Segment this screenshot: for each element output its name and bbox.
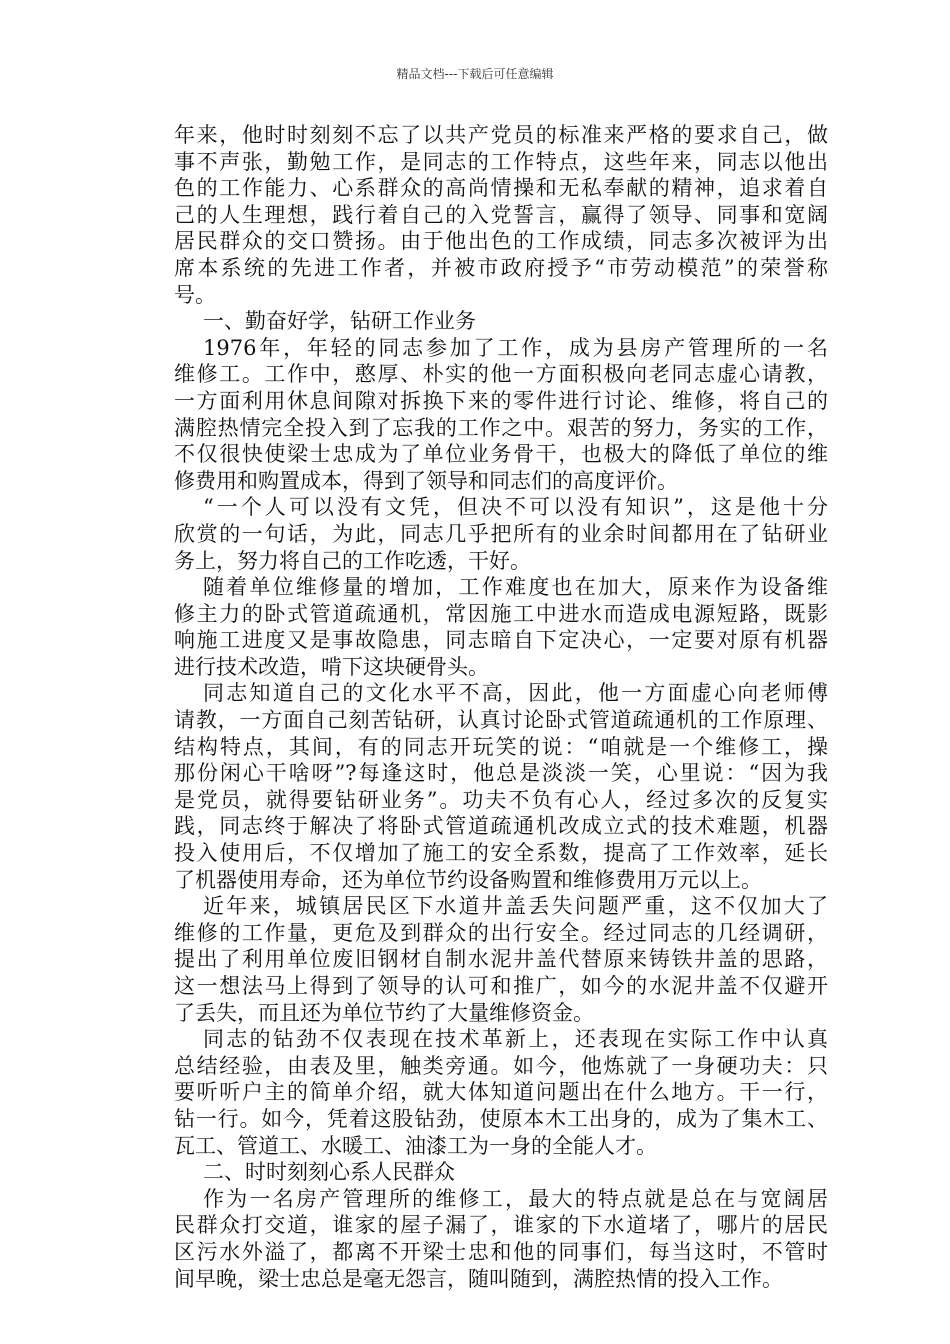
page-header: 精品文档---下载后可任意编辑 (396, 67, 554, 81)
text-line: 响施工进度又是事故隐患，同志暗自下定决心，一定要对原有机器 (174, 628, 828, 653)
text-line: 不仅很快使梁士忠成为了单位业务骨干，也极大的降低了单位的维 (174, 442, 828, 467)
text-line: 一方面利用休息间隙对拆换下来的零件进行讨论、维修，将自己的 (174, 388, 828, 413)
text-line: 间早晚，梁士忠总是毫无怨言，随叫随到，满腔热情的投入工作。 (174, 1266, 783, 1291)
text-line: 近年来，城镇居民区下水道井盖丢失问题严重，这不仅加大了 (203, 894, 828, 919)
text-line: 请教，一方面自己刻苦钻研，认真讨论卧式管道疏通机的工作原理、 (174, 708, 828, 733)
text-line: 满腔热情完全投入到了忘我的工作之中。艰苦的努力，务实的工作， (174, 415, 828, 440)
text-line: 钻一行。如今，凭着这股钻劲，使原本木工出身的，成为了集木工、 (174, 1106, 828, 1131)
text-line: 维修的工作量，更危及到群众的出行安全。经过同志的几经调研， (174, 920, 828, 945)
text-line: 了机器使用寿命，还为单位节约设备购置和维修费用万元以上。 (174, 867, 762, 892)
text-line: 进行技术改造，啃下这块硬骨头。 (174, 654, 489, 679)
document-body (174, 122, 828, 1292)
text-line: 这一想法马上得到了领导的认可和推广，如今的水泥井盖不仅避开 (174, 974, 828, 998)
text-line: 总结经验，由表及里，触类旁通。如今，他炼就了一身硬功夫：只 (174, 1053, 828, 1078)
text-line: 践，同志终于解决了将卧式管道疏通机改成立式的技术难题，机器 (174, 814, 828, 839)
text-line: 结构特点，其间，有的同志开玩笑的说：“咱就是一个维修工，操 (174, 734, 828, 759)
text-line: 民群众打交道，谁家的屋子漏了，谁家的下水道堵了，哪片的居民 (174, 1213, 828, 1238)
text-line: 投入使用后，不仅增加了施工的安全系数，提高了工作效率，延长 (174, 841, 828, 866)
text-line: 欣赏的一句话，为此，同志几乎把所有的业余时间都用在了钻研业 (174, 521, 828, 546)
text-line: “一个人可以没有文凭，但决不可以没有知识”，这是他十分 (203, 495, 828, 520)
text-line: 1976年，年轻的同志参加了工作，成为县房产管理所的一名 (203, 335, 828, 360)
text-line: 一、勤奋好学，钻研工作业务 (203, 309, 476, 334)
text-line: 同志知道自己的文化水平不高，因此，他一方面虚心向老师傅 (203, 681, 828, 706)
text-line: 己的人生理想，践行着自己的入党誓言，赢得了领导、同事和宽阔 (174, 202, 828, 227)
text-line: 修费用和购置成本，得到了领导和同志们的高度评价。 (174, 468, 678, 493)
text-line: 二、时时刻刻心系人民群众 (203, 1160, 455, 1185)
text-line: 了丢失，而且还为单位节约了大量维修资金。 (174, 1000, 594, 1025)
text-line: 维修工。工作中，憨厚、朴实的他一方面积极向老同志虚心请教， (174, 362, 828, 387)
text-line: 随着单位维修量的增加，工作难度也在加大，原来作为设备维 (203, 575, 828, 600)
text-line: 修主力的卧式管道疏通机，常因施工中进水而造成电源短路，既影 (174, 601, 828, 626)
text-line: 年来，他时时刻刻不忘了以共产党员的标准来严格的要求自己，做 (174, 123, 828, 147)
text-line: 居民群众的交口赞扬。由于他出色的工作成绩，同志多次被评为出 (174, 229, 828, 254)
text-line: 色的工作能力、心系群众的高尚情操和无私奉献的精神，追求着自 (174, 176, 828, 201)
text-line: 区污水外溢了，都离不开梁士忠和他的同事们，每当这时，不管时 (174, 1239, 828, 1264)
text-line: 事不声张，勤勉工作，是同志的工作特点，这些年来，同志以他出 (174, 149, 828, 174)
text-line: 提出了利用单位废旧钢材自制水泥井盖代替原来铸铁井盖的思路， (174, 947, 828, 972)
text-line: 同志的钻劲不仅表现在技术革新上，还表现在实际工作中认真 (203, 1027, 828, 1052)
text-line: 作为一名房产管理所的维修工，最大的特点就是总在与宽阔居 (203, 1186, 828, 1211)
text-line: 是党员，就得要钻研业务”。功夫不负有心人，经过多次的反复实 (174, 787, 828, 812)
text-line: 号。 (174, 282, 216, 307)
text-line: 要听听户主的简单介绍，就大体知道问题出在什么地方。干一行， (174, 1080, 828, 1105)
text-line: 席本系统的先进工作者，并被市政府授予“市劳动模范”的荣誉称 (174, 255, 828, 280)
text-line: 瓦工、管道工、水暖工、油漆工为一身的全能人才。 (174, 1133, 657, 1158)
text-line: 那份闲心干啥呀”?每逢这时，他总是淡淡一笑，心里说：“因为我 (174, 761, 828, 786)
text-line: 务上，努力将自己的工作吃透，干好。 (174, 548, 531, 573)
